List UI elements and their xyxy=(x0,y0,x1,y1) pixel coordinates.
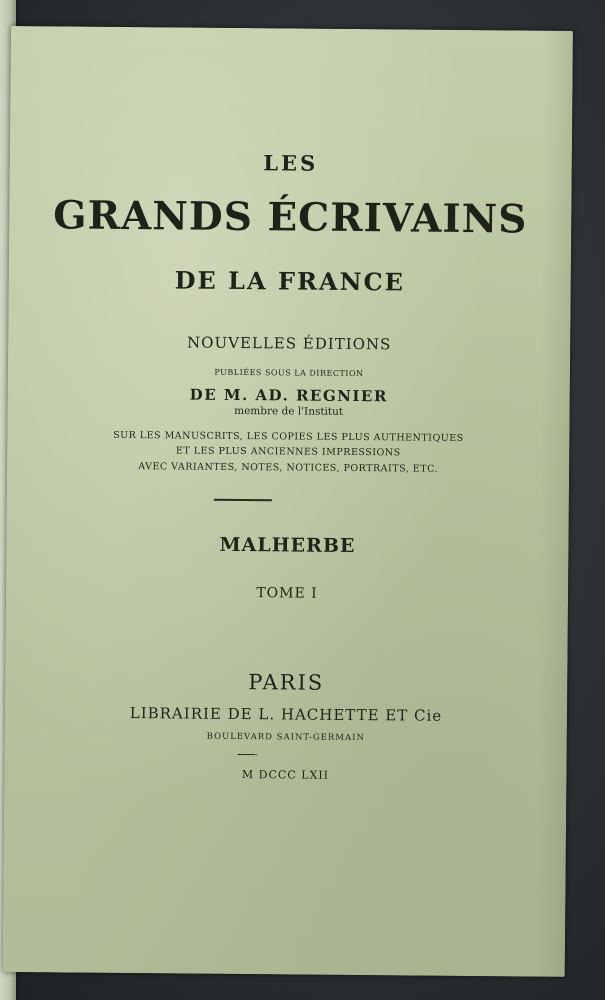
publisher-city: PARIS xyxy=(248,670,325,695)
heading-les: LES xyxy=(263,150,319,176)
sources-line-3: AVEC VARIANTES, NOTES, NOTICES, PORTRAITS, ETC. xyxy=(138,461,439,475)
divider-rule xyxy=(214,499,272,502)
editions-line: NOUVELLES ÉDITIONS xyxy=(187,333,392,354)
heading-main-title: GRANDS ÉCRIVAINS xyxy=(53,192,528,243)
author-name: MALHERBE xyxy=(219,533,356,558)
editor-role: membre de l'Institut xyxy=(234,404,344,418)
publisher-name: LIBRAIRIE DE L. HACHETTE ET Cie xyxy=(129,704,443,725)
publiees-line: PUBLIÉES SOUS LA DIRECTION xyxy=(214,367,364,379)
sources-line-2: ET LES PLUS ANCIENNES IMPRESSIONS xyxy=(175,445,401,459)
publisher-address: BOULEVARD SAINT-GERMAIN xyxy=(206,731,365,744)
sources-line-1: SUR LES MANUSCRITS, LES COPIES LES PLUS AUTHENTIQUES xyxy=(113,429,464,444)
volume-number: TOME I xyxy=(256,585,318,602)
title-page xyxy=(3,26,573,977)
small-divider-rule xyxy=(238,754,258,755)
publication-year: M DCCC LXII xyxy=(241,768,330,782)
heading-subtitle: DE LA FRANCE xyxy=(174,265,406,297)
editor-name: DE M. AD. REGNIER xyxy=(189,385,388,406)
